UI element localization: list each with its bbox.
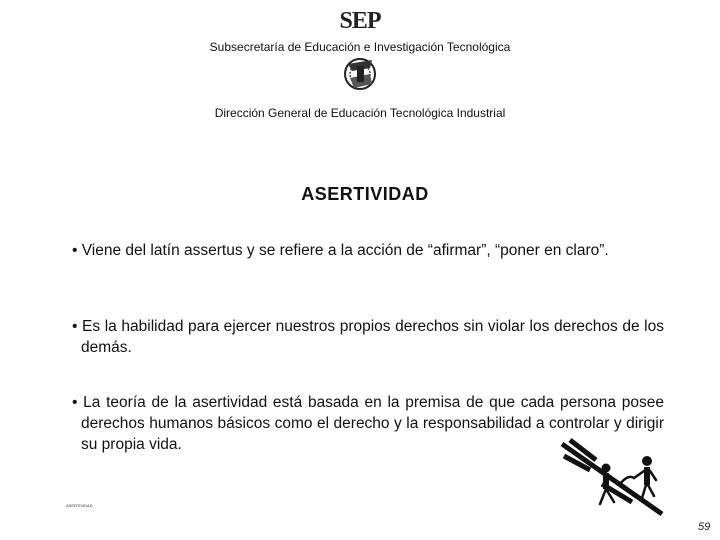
footer-note: ASERTIVIDAD xyxy=(66,503,93,508)
bullet-item: • Viene del latín assertus y se refiere a la acción de “afirmar”, “poner en claro”. xyxy=(72,242,609,259)
bullet-item: • Es la habilidad para ejercer nuestros propios derechos sin violar los derechos de los demás. xyxy=(72,318,664,356)
institution-emblem-icon xyxy=(340,54,380,94)
page-number: 59 xyxy=(698,521,711,533)
sep-logo: SEP xyxy=(339,8,381,34)
bullet-item: • La teoría de la asertividad está basada en la premisa de que cada persona posee derechos humanos básicos como el derecho y la responsabilidad a controlar y dirigir su propia vida. xyxy=(72,394,664,453)
page-title: ASERTIVIDAD xyxy=(301,184,429,204)
subsecretaria-heading: Subsecretaría de Educación e Investigación Tecnológica xyxy=(209,40,511,54)
direccion-heading: Dirección General de Educación Tecnológica Industrial xyxy=(214,106,506,120)
people-on-ramp-icon xyxy=(560,438,670,520)
